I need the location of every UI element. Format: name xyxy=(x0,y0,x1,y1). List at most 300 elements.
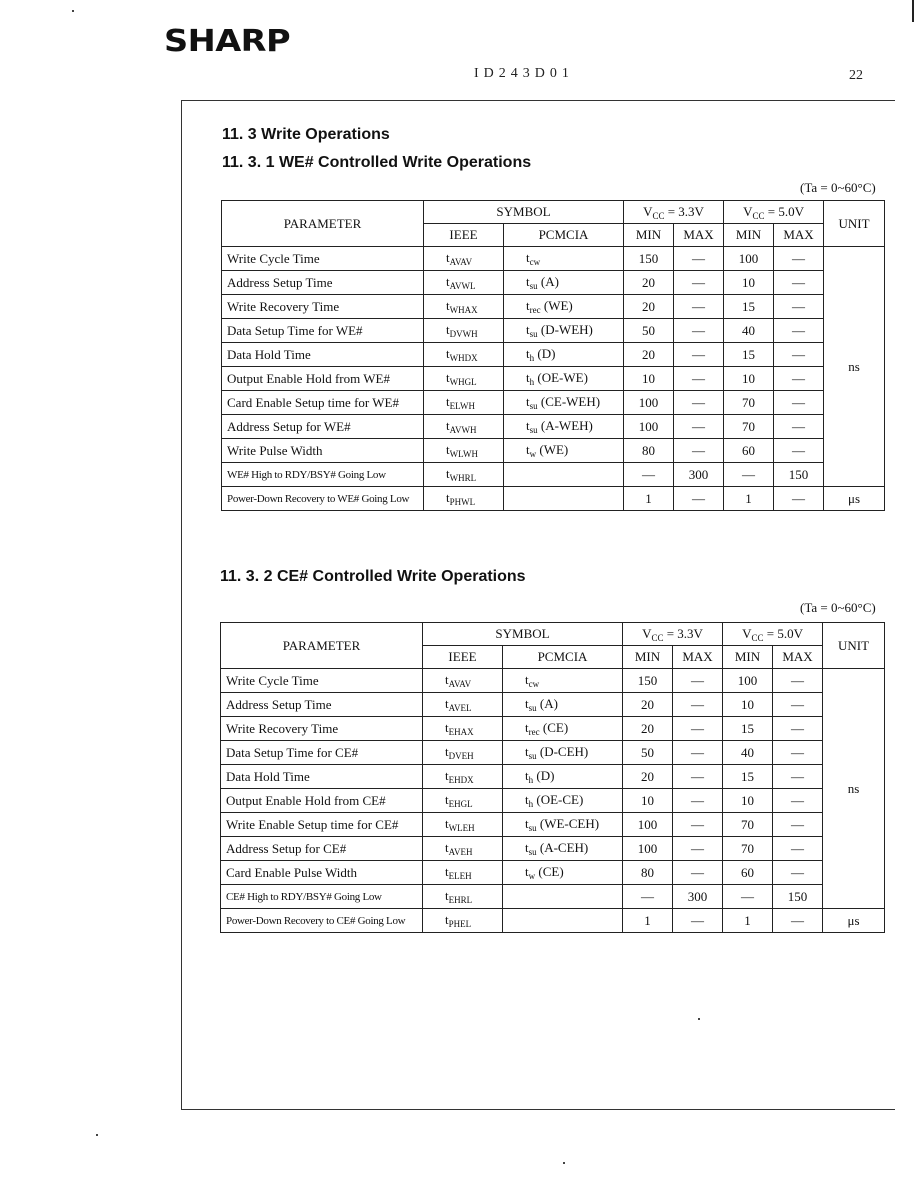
ieee-symbol-cell xyxy=(424,463,504,487)
ce-write-timing-table xyxy=(220,622,885,933)
ieee-symbol-subscript: PHWL xyxy=(449,497,476,507)
pcmcia-symbol-base: t xyxy=(525,864,529,879)
min-header: MIN xyxy=(624,224,674,247)
min-3v3-cell: 20 xyxy=(624,343,674,367)
table-row xyxy=(221,909,885,933)
unit-cell: μs xyxy=(823,909,885,933)
max-3v3-cell: — xyxy=(673,861,723,885)
ieee-symbol-cell xyxy=(423,813,503,837)
max-5v0-cell: 150 xyxy=(774,463,824,487)
pcmcia-symbol-subscript: rec xyxy=(528,727,540,737)
parameter-cell: Data Hold Time xyxy=(221,765,423,789)
min-5v0-cell: 15 xyxy=(723,765,773,789)
min-5v0-cell: 70 xyxy=(724,415,774,439)
max-3v3-cell: — xyxy=(673,765,723,789)
table-row xyxy=(222,343,885,367)
pcmcia-symbol-condition: (A-WEH) xyxy=(537,418,593,433)
pcmcia-symbol-cell xyxy=(504,343,624,367)
max-3v3-cell: — xyxy=(674,271,724,295)
ieee-symbol-subscript: AVAV xyxy=(448,679,472,689)
ieee-symbol-subscript: ELWH xyxy=(449,401,475,411)
pcmcia-symbol-cell xyxy=(504,295,624,319)
table-row xyxy=(222,487,885,511)
pcmcia-symbol-base: t xyxy=(525,840,529,855)
max-5v0-cell: — xyxy=(774,367,824,391)
max-3v3-cell: — xyxy=(674,247,724,271)
min-5v0-cell: 100 xyxy=(724,247,774,271)
pcmcia-symbol-base: t xyxy=(526,442,530,457)
pcmcia-symbol-subscript: su xyxy=(528,823,537,833)
pcmcia-symbol-condition: (A) xyxy=(536,696,558,711)
min-3v3-cell: 20 xyxy=(623,693,673,717)
pcmcia-symbol-condition: (CE) xyxy=(535,864,564,879)
pcmcia-symbol-cell xyxy=(504,367,624,391)
max-5v0-cell: — xyxy=(773,789,823,813)
max-3v3-cell: — xyxy=(674,319,724,343)
pcmcia-symbol-condition: (D-CEH) xyxy=(536,744,589,759)
min-5v0-cell: 70 xyxy=(723,813,773,837)
pcmcia-symbol-subscript: cw xyxy=(529,257,541,267)
ieee-symbol-cell xyxy=(423,717,503,741)
max-3v3-cell: — xyxy=(673,789,723,813)
min-3v3-cell: 20 xyxy=(623,765,673,789)
min-3v3-cell: 80 xyxy=(624,439,674,463)
parameter-header: PARAMETER xyxy=(221,623,423,669)
ieee-symbol-subscript: EHDX xyxy=(448,775,474,785)
max-3v3-cell: — xyxy=(674,487,724,511)
ieee-symbol-cell xyxy=(424,439,504,463)
ieee-symbol-base: t xyxy=(445,744,449,759)
ieee-symbol-base: t xyxy=(445,792,449,807)
pcmcia-symbol-cell xyxy=(503,717,623,741)
max-header: MAX xyxy=(773,646,823,669)
ieee-symbol-subscript: EHGL xyxy=(448,799,473,809)
unit-cell: ns xyxy=(824,247,885,487)
min-3v3-cell: 100 xyxy=(623,837,673,861)
unit-header: UNIT xyxy=(824,201,885,247)
document-id: ID243D01 xyxy=(474,66,574,81)
pcmcia-symbol-subscript: w xyxy=(529,449,537,459)
min-5v0-cell: — xyxy=(723,885,773,909)
pcmcia-symbol-condition: (WE-CEH) xyxy=(536,816,600,831)
pcmcia-symbol-base: t xyxy=(526,418,530,433)
pcmcia-symbol-cell xyxy=(504,247,624,271)
pcmcia-symbol-cell xyxy=(503,813,623,837)
table1-condition: (Ta = 0~60°C) xyxy=(800,180,876,195)
pcmcia-symbol-base: t xyxy=(525,744,529,759)
symbol-header: SYMBOL xyxy=(424,201,624,224)
pcmcia-symbol-subscript: su xyxy=(529,329,538,339)
table2-condition: (Ta = 0~60°C) xyxy=(800,600,876,615)
pcmcia-symbol-subscript: w xyxy=(528,871,536,881)
max-5v0-cell: — xyxy=(774,439,824,463)
ieee-symbol-cell xyxy=(423,765,503,789)
parameter-cell: Output Enable Hold from CE# xyxy=(221,789,423,813)
ieee-symbol-cell xyxy=(424,391,504,415)
ieee-symbol-cell xyxy=(424,247,504,271)
unit-cell: ns xyxy=(823,669,885,909)
pcmcia-symbol-cell xyxy=(503,909,623,933)
min-5v0-cell: 15 xyxy=(724,343,774,367)
min-3v3-cell: 100 xyxy=(623,813,673,837)
min-3v3-cell: 20 xyxy=(624,271,674,295)
pcmcia-symbol-cell xyxy=(503,837,623,861)
ieee-symbol-cell xyxy=(423,669,503,693)
min-3v3-cell: 100 xyxy=(624,391,674,415)
pcmcia-symbol-base: t xyxy=(525,816,529,831)
pcmcia-symbol-condition: (CE) xyxy=(539,720,569,735)
table-row xyxy=(222,247,885,271)
ieee-symbol-subscript: WLEH xyxy=(448,823,475,833)
page-edge-mark xyxy=(912,0,914,22)
pcmcia-symbol-cell xyxy=(504,271,624,295)
pcmcia-symbol-cell xyxy=(504,391,624,415)
vcc33-header: $V_{CC} = 3.3V$ xyxy=(624,201,724,224)
table-row xyxy=(221,693,885,717)
min-3v3-cell: 150 xyxy=(623,669,673,693)
min-5v0-cell: 15 xyxy=(723,717,773,741)
table-row xyxy=(221,717,885,741)
ieee-symbol-base: t xyxy=(445,768,449,783)
scan-speck xyxy=(698,1018,700,1020)
ieee-symbol-base: t xyxy=(445,840,449,855)
unit-cell: μs xyxy=(824,487,885,511)
min-3v3-cell: 50 xyxy=(623,741,673,765)
ieee-symbol-subscript: AVEH xyxy=(448,847,473,857)
min-5v0-cell: 10 xyxy=(723,789,773,813)
parameter-cell: CE# High to RDY/BSY# Going Low xyxy=(221,885,423,909)
scan-speck xyxy=(563,1162,565,1164)
table2-title: 11. 3. 2 CE# Controlled Write Operations xyxy=(220,568,526,585)
ieee-symbol-base: t xyxy=(446,298,450,313)
min-5v0-cell: — xyxy=(724,463,774,487)
max-5v0-cell: — xyxy=(773,669,823,693)
ieee-symbol-subscript: ELEH xyxy=(448,871,472,881)
min-5v0-cell: 40 xyxy=(724,319,774,343)
ieee-symbol-cell xyxy=(424,319,504,343)
pcmcia-symbol-subscript: h xyxy=(528,799,534,809)
parameter-cell: Data Setup Time for WE# xyxy=(222,319,424,343)
max-3v3-cell: — xyxy=(674,415,724,439)
parameter-cell: Address Setup for CE# xyxy=(221,837,423,861)
ieee-symbol-subscript: WHDX xyxy=(449,353,478,363)
pcmcia-symbol-base: t xyxy=(526,370,530,385)
ieee-symbol-subscript: DVEH xyxy=(448,751,474,761)
parameter-cell: Data Setup Time for CE# xyxy=(221,741,423,765)
page-number: 22 xyxy=(849,68,863,83)
min-5v0-cell: 70 xyxy=(723,837,773,861)
ieee-symbol-subscript: WHAX xyxy=(449,305,478,315)
table-row xyxy=(221,813,885,837)
ieee-symbol-subscript: AVWH xyxy=(449,425,477,435)
ieee-symbol-cell xyxy=(424,295,504,319)
table-row xyxy=(221,885,885,909)
pcmcia-symbol-cell xyxy=(504,319,624,343)
max-5v0-cell: — xyxy=(774,271,824,295)
max-3v3-cell: — xyxy=(674,391,724,415)
parameter-cell: Power-Down Recovery to WE# Going Low xyxy=(222,487,424,511)
ieee-symbol-base: t xyxy=(446,322,450,337)
table-row xyxy=(222,415,885,439)
pcmcia-symbol-subscript: su xyxy=(529,281,538,291)
table-row xyxy=(221,741,885,765)
min-3v3-cell: 150 xyxy=(624,247,674,271)
ieee-symbol-base: t xyxy=(446,490,450,505)
pcmcia-symbol-condition: (OE-CE) xyxy=(533,792,584,807)
min-3v3-cell: 100 xyxy=(624,415,674,439)
min-5v0-cell: 10 xyxy=(724,271,774,295)
min-5v0-cell: 100 xyxy=(723,669,773,693)
max-3v3-cell: — xyxy=(673,669,723,693)
max-3v3-cell: — xyxy=(673,717,723,741)
parameter-cell: Address Setup for WE# xyxy=(222,415,424,439)
ieee-symbol-base: t xyxy=(445,720,449,735)
max-3v3-cell: — xyxy=(673,909,723,933)
parameter-cell: WE# High to RDY/BSY# Going Low xyxy=(222,463,424,487)
max-3v3-cell: — xyxy=(674,367,724,391)
ieee-symbol-base: t xyxy=(446,274,450,289)
max-5v0-cell: — xyxy=(774,487,824,511)
max-3v3-cell: — xyxy=(673,837,723,861)
max-5v0-cell: — xyxy=(774,415,824,439)
min-5v0-cell: 1 xyxy=(723,909,773,933)
table-row xyxy=(221,789,885,813)
ieee-symbol-cell xyxy=(424,271,504,295)
max-header: MAX xyxy=(673,646,723,669)
min-3v3-cell: 1 xyxy=(624,487,674,511)
ieee-symbol-cell xyxy=(423,909,503,933)
scan-speck xyxy=(72,10,74,12)
pcmcia-symbol-base: t xyxy=(526,250,530,265)
min-5v0-cell: 10 xyxy=(723,693,773,717)
table-row xyxy=(222,463,885,487)
max-header: MAX xyxy=(774,224,824,247)
min-header: MIN xyxy=(724,224,774,247)
parameter-cell: Address Setup Time xyxy=(222,271,424,295)
pcmcia-symbol-base: t xyxy=(525,768,529,783)
pcmcia-symbol-condition: (D) xyxy=(534,346,556,361)
table-row xyxy=(221,765,885,789)
ieee-symbol-cell xyxy=(424,487,504,511)
max-5v0-cell: — xyxy=(774,295,824,319)
parameter-cell: Power-Down Recovery to CE# Going Low xyxy=(221,909,423,933)
table-row xyxy=(222,439,885,463)
table-row xyxy=(222,367,885,391)
max-5v0-cell: 150 xyxy=(773,885,823,909)
pcmcia-header: PCMCIA xyxy=(504,224,624,247)
max-5v0-cell: — xyxy=(773,909,823,933)
pcmcia-symbol-cell xyxy=(503,741,623,765)
ieee-symbol-base: t xyxy=(446,394,450,409)
max-3v3-cell: — xyxy=(674,439,724,463)
pcmcia-symbol-cell xyxy=(503,669,623,693)
vcc33-header: $V_{CC} = 3.3V$ xyxy=(623,623,723,646)
pcmcia-symbol-subscript: su xyxy=(529,425,538,435)
max-3v3-cell: 300 xyxy=(673,885,723,909)
pcmcia-symbol-cell xyxy=(504,463,624,487)
min-3v3-cell: 10 xyxy=(623,789,673,813)
max-5v0-cell: — xyxy=(774,391,824,415)
pcmcia-symbol-subscript: h xyxy=(529,353,535,363)
ieee-symbol-base: t xyxy=(445,864,449,879)
min-5v0-cell: 60 xyxy=(723,861,773,885)
pcmcia-symbol-condition: (CE-WEH) xyxy=(537,394,601,409)
min-3v3-cell: 20 xyxy=(624,295,674,319)
parameter-cell: Data Hold Time xyxy=(222,343,424,367)
table-row xyxy=(222,319,885,343)
table-row xyxy=(221,669,885,693)
ieee-symbol-cell xyxy=(423,837,503,861)
max-5v0-cell: — xyxy=(774,247,824,271)
ieee-symbol-cell xyxy=(423,885,503,909)
ieee-header: IEEE xyxy=(423,646,503,669)
ieee-symbol-subscript: EHAX xyxy=(448,727,474,737)
pcmcia-symbol-condition: (A) xyxy=(537,274,559,289)
table-row xyxy=(221,837,885,861)
pcmcia-symbol-subscript: su xyxy=(529,401,538,411)
pcmcia-symbol-subscript: h xyxy=(528,775,534,785)
ieee-symbol-subscript: PHEL xyxy=(448,919,472,929)
max-5v0-cell: — xyxy=(773,813,823,837)
table-row xyxy=(222,391,885,415)
ieee-symbol-subscript: AVEL xyxy=(448,703,472,713)
ieee-symbol-base: t xyxy=(446,418,450,433)
ieee-symbol-base: t xyxy=(445,888,449,903)
pcmcia-symbol-cell xyxy=(504,415,624,439)
ieee-symbol-base: t xyxy=(446,442,450,457)
ieee-symbol-subscript: DVWH xyxy=(449,329,478,339)
ieee-symbol-cell xyxy=(424,367,504,391)
max-5v0-cell: — xyxy=(773,837,823,861)
scan-speck xyxy=(96,1134,98,1136)
parameter-header: PARAMETER xyxy=(222,201,424,247)
ieee-symbol-base: t xyxy=(445,912,449,927)
pcmcia-symbol-cell xyxy=(503,861,623,885)
ieee-symbol-cell xyxy=(423,861,503,885)
max-5v0-cell: — xyxy=(773,741,823,765)
max-5v0-cell: — xyxy=(774,319,824,343)
pcmcia-symbol-cell xyxy=(503,885,623,909)
pcmcia-symbol-condition: (D-WEH) xyxy=(537,322,593,337)
min-5v0-cell: 10 xyxy=(724,367,774,391)
ieee-symbol-cell xyxy=(423,741,503,765)
company-logo: SHARP xyxy=(164,24,291,59)
min-3v3-cell: — xyxy=(624,463,674,487)
ieee-symbol-cell xyxy=(423,789,503,813)
table-row xyxy=(221,861,885,885)
max-3v3-cell: — xyxy=(674,343,724,367)
pcmcia-symbol-cell xyxy=(504,487,624,511)
ieee-symbol-base: t xyxy=(446,250,450,265)
ieee-symbol-base: t xyxy=(445,816,449,831)
table1-title: 11. 3. 1 WE# Controlled Write Operations xyxy=(222,154,532,171)
pcmcia-symbol-base: t xyxy=(526,322,530,337)
min-5v0-cell: 15 xyxy=(724,295,774,319)
min-5v0-cell: 1 xyxy=(724,487,774,511)
pcmcia-symbol-base: t xyxy=(526,346,530,361)
max-5v0-cell: — xyxy=(773,693,823,717)
pcmcia-symbol-subscript: cw xyxy=(528,679,540,689)
pcmcia-symbol-base: t xyxy=(526,394,530,409)
pcmcia-symbol-cell xyxy=(503,765,623,789)
max-5v0-cell: — xyxy=(773,861,823,885)
min-3v3-cell: 50 xyxy=(624,319,674,343)
pcmcia-symbol-subscript: su xyxy=(528,703,537,713)
pcmcia-symbol-base: t xyxy=(525,720,529,735)
pcmcia-symbol-subscript: su xyxy=(528,751,537,761)
pcmcia-symbol-base: t xyxy=(526,298,530,313)
vcc50-header: $V_{CC} = 5.0V$ xyxy=(724,201,824,224)
parameter-cell: Output Enable Hold from WE# xyxy=(222,367,424,391)
ieee-symbol-base: t xyxy=(445,672,449,687)
pcmcia-symbol-condition: (WE) xyxy=(540,298,573,313)
ieee-symbol-base: t xyxy=(446,466,450,481)
max-3v3-cell: — xyxy=(673,693,723,717)
table-row xyxy=(222,271,885,295)
section-title: 11. 3 Write Operations xyxy=(222,126,390,143)
min-3v3-cell: 1 xyxy=(623,909,673,933)
max-3v3-cell: — xyxy=(673,741,723,765)
min-5v0-cell: 70 xyxy=(724,391,774,415)
pcmcia-symbol-base: t xyxy=(526,274,530,289)
parameter-cell: Write Pulse Width xyxy=(222,439,424,463)
ieee-symbol-subscript: WLWH xyxy=(449,449,478,459)
table-row xyxy=(222,295,885,319)
min-header: MIN xyxy=(623,646,673,669)
ieee-symbol-subscript: WHRL xyxy=(449,473,477,483)
max-3v3-cell: — xyxy=(674,295,724,319)
ieee-symbol-cell xyxy=(424,343,504,367)
pcmcia-symbol-condition: (A-CEH) xyxy=(536,840,589,855)
pcmcia-symbol-base: t xyxy=(525,696,529,711)
ieee-symbol-cell xyxy=(424,415,504,439)
parameter-cell: Write Recovery Time xyxy=(221,717,423,741)
max-5v0-cell: — xyxy=(773,717,823,741)
pcmcia-symbol-subscript: su xyxy=(528,847,537,857)
vcc50-header: $V_{CC} = 5.0V$ xyxy=(723,623,823,646)
min-3v3-cell: 20 xyxy=(623,717,673,741)
max-5v0-cell: — xyxy=(773,765,823,789)
min-3v3-cell: 10 xyxy=(624,367,674,391)
ieee-symbol-subscript: EHRL xyxy=(448,895,473,905)
parameter-cell: Card Enable Setup time for WE# xyxy=(222,391,424,415)
pcmcia-symbol-base: t xyxy=(525,792,529,807)
ieee-symbol-cell xyxy=(423,693,503,717)
pcmcia-symbol-cell xyxy=(503,693,623,717)
symbol-header: SYMBOL xyxy=(423,623,623,646)
pcmcia-symbol-base: t xyxy=(525,672,529,687)
parameter-cell: Write Cycle Time xyxy=(222,247,424,271)
ieee-symbol-base: t xyxy=(445,696,449,711)
ieee-symbol-subscript: AVAV xyxy=(449,257,473,267)
ieee-symbol-base: t xyxy=(446,346,450,361)
we-write-timing-table xyxy=(221,200,885,511)
parameter-cell: Write Enable Setup time for CE# xyxy=(221,813,423,837)
pcmcia-symbol-subscript: h xyxy=(529,377,535,387)
min-header: MIN xyxy=(723,646,773,669)
pcmcia-symbol-cell xyxy=(504,439,624,463)
max-5v0-cell: — xyxy=(774,343,824,367)
ieee-header: IEEE xyxy=(424,224,504,247)
max-header: MAX xyxy=(674,224,724,247)
ieee-symbol-subscript: AVWL xyxy=(449,281,476,291)
parameter-cell: Write Cycle Time xyxy=(221,669,423,693)
unit-header: UNIT xyxy=(823,623,885,669)
max-3v3-cell: — xyxy=(673,813,723,837)
parameter-cell: Address Setup Time xyxy=(221,693,423,717)
pcmcia-header: PCMCIA xyxy=(503,646,623,669)
pcmcia-symbol-subscript: rec xyxy=(529,305,541,315)
